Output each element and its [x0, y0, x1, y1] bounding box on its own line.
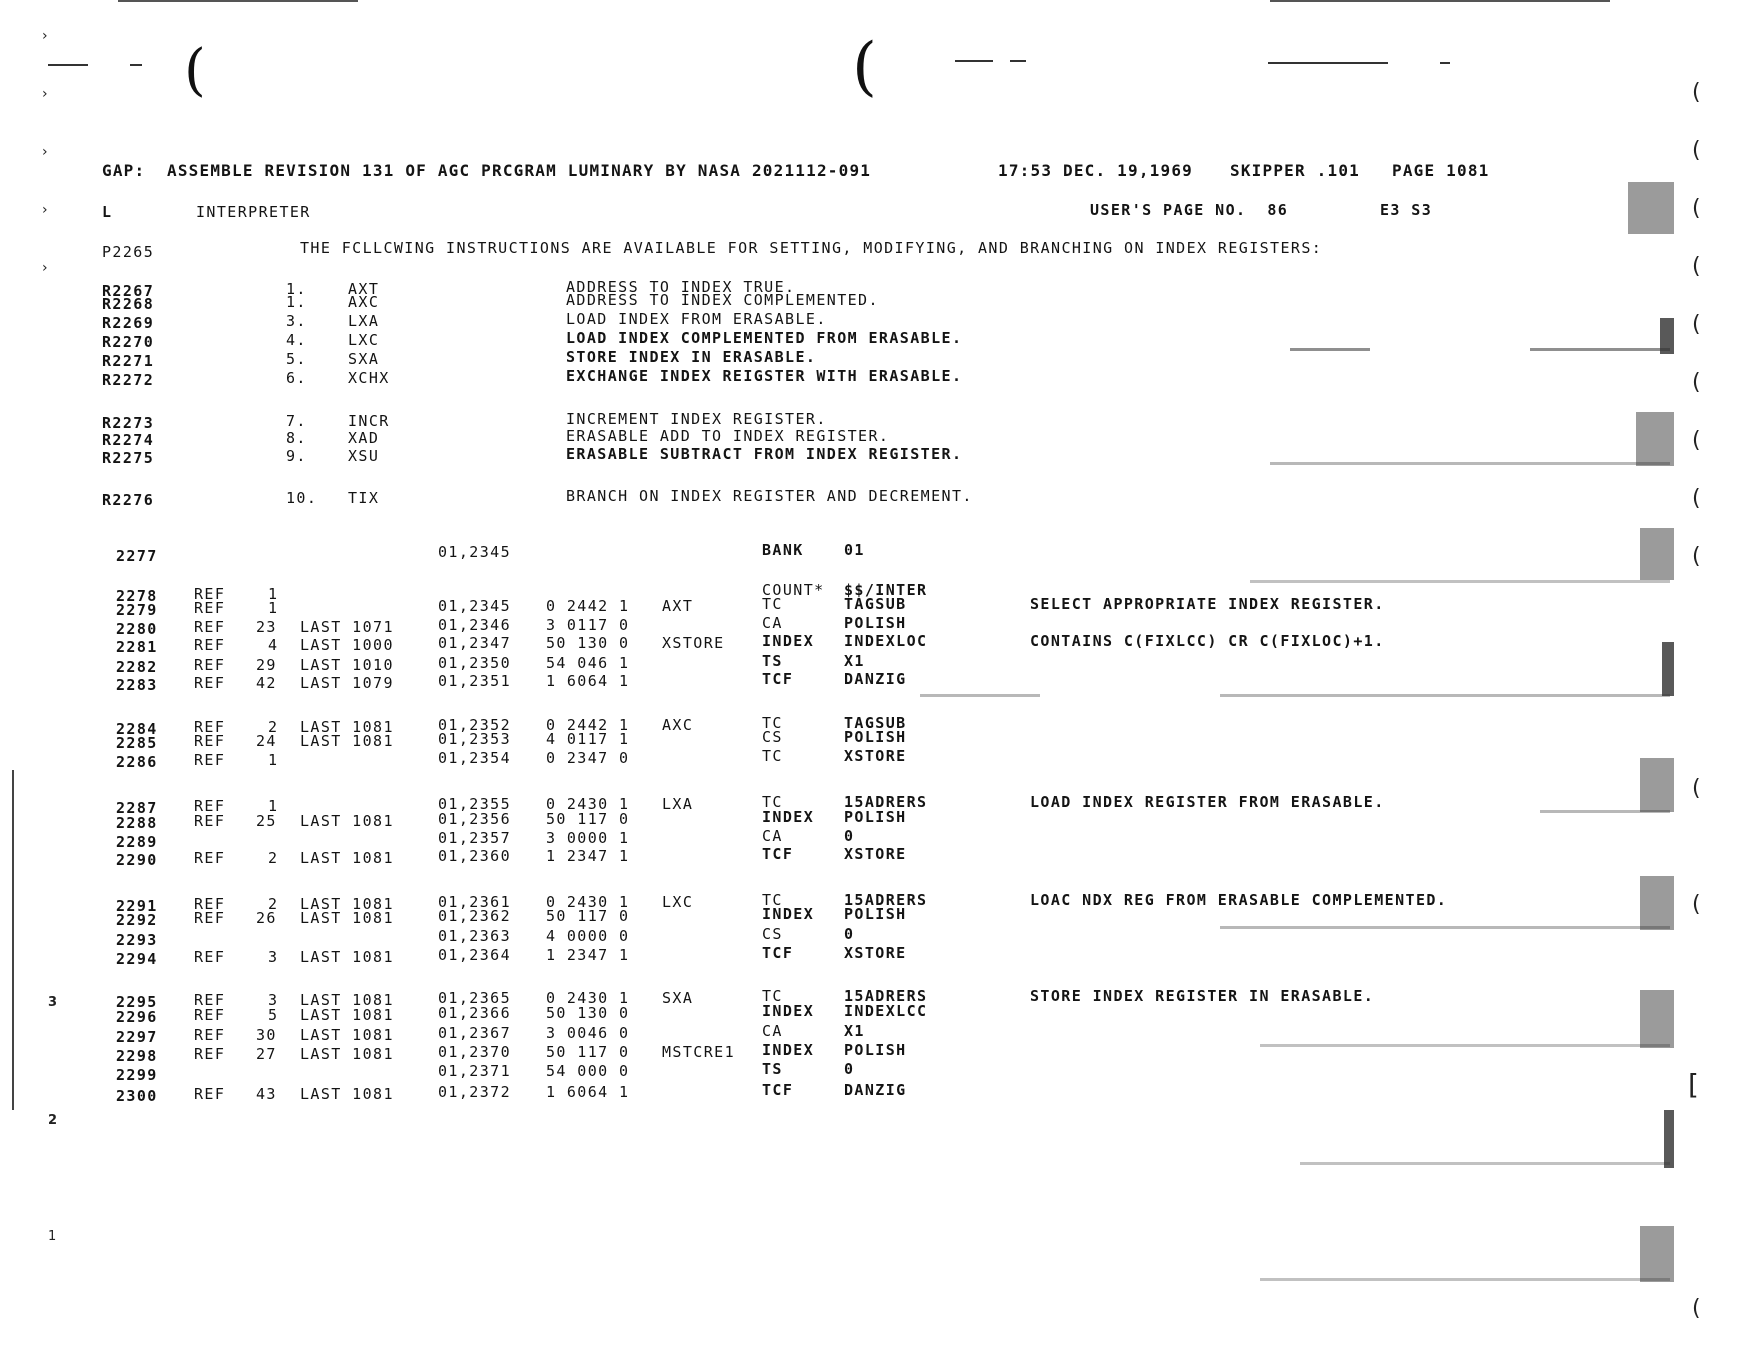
skipper-id: SKIPPER .101	[1230, 161, 1360, 180]
section-title: INTERPRETER	[196, 203, 311, 221]
code-operand: INDEXLOC	[844, 632, 928, 650]
code-operand: DANZIG	[844, 1081, 907, 1099]
code-operand: 15ADRERS	[844, 987, 928, 1005]
instruction-description: ERASABLE ADD TO INDEX REGISTER.	[566, 427, 890, 445]
instruction-id: R2268	[102, 295, 155, 313]
code-operand: XSTORE	[844, 747, 907, 765]
code-operand: XSTORE	[844, 845, 907, 863]
margin-bracket: (	[1692, 1296, 1702, 1321]
code-ref: REF	[194, 618, 226, 636]
code-operand: X1	[844, 1022, 865, 1040]
margin-bracket: (	[1692, 776, 1702, 801]
code-operand: $$/INTER	[844, 581, 928, 599]
margin-number: 1	[48, 1229, 58, 1244]
scan-dash	[1440, 62, 1450, 64]
scan-noise	[1640, 758, 1674, 812]
instruction-number: 6.	[286, 369, 307, 387]
code-opcode: COUNT*	[762, 581, 825, 599]
scan-dash	[130, 64, 142, 66]
code-word: 50 130 0	[546, 1004, 630, 1022]
code-line-number: 2294	[116, 950, 158, 968]
instruction-number: 3.	[286, 312, 307, 330]
code-word: 54 046 1	[546, 654, 630, 672]
code-address: 01,2364	[438, 946, 512, 964]
code-last-ref: LAST 1079	[300, 674, 394, 692]
code-comment: CONTAINS C(FIXLCC) CR C(FIXLOC)+1.	[1030, 632, 1385, 650]
margin-tick: ›	[42, 28, 49, 44]
code-opcode: TC	[762, 595, 783, 613]
code-last-ref: LAST 1081	[300, 895, 394, 913]
code-address: 01,2372	[438, 1083, 512, 1101]
code-ref-count: 1	[268, 599, 279, 617]
code-operand: 0	[844, 1060, 855, 1078]
code-opcode: TC	[762, 793, 783, 811]
top-rule-right	[1270, 0, 1610, 2]
code-operand: POLISH	[844, 728, 907, 746]
code-line-number: 2280	[116, 620, 158, 638]
code-ref-count: 1	[268, 585, 279, 603]
code-operand: 01	[844, 541, 865, 559]
code-ref-count: 27	[256, 1045, 277, 1063]
code-ref: REF	[194, 732, 226, 750]
margin-tick: ›	[42, 86, 49, 102]
code-address: 01,2354	[438, 749, 512, 767]
code-ref: REF	[194, 948, 226, 966]
code-last-ref: LAST 1081	[300, 991, 394, 1009]
scan-noise	[1640, 876, 1674, 930]
code-operand: TAGSUB	[844, 714, 907, 732]
code-opcode: TCF	[762, 944, 794, 962]
page-number: PAGE 1081	[1392, 161, 1490, 180]
scan-dash	[955, 60, 993, 62]
code-ref: REF	[194, 656, 226, 674]
user-page-number: USER'S PAGE NO. 86	[1090, 201, 1289, 219]
scan-noise	[920, 694, 1040, 697]
code-address: 01,2361	[438, 893, 512, 911]
code-line-number: 2293	[116, 931, 158, 949]
code-ref-count: 4	[268, 636, 279, 654]
instruction-id: R2276	[102, 491, 155, 509]
instruction-mnemonic: AXC	[348, 293, 380, 311]
code-last-ref: LAST 1081	[300, 732, 394, 750]
instruction-id: R2272	[102, 371, 155, 389]
code-opcode: INDEX	[762, 808, 815, 826]
margin-bracket: (	[1692, 892, 1702, 917]
code-opcode: CA	[762, 614, 783, 632]
intro-id: P2265	[102, 243, 155, 261]
program-title: GAP: ASSEMBLE REVISION 131 OF AGC PRCGRAM LUMINARY BY NASA 2021112-091	[102, 161, 872, 180]
code-ref: REF	[194, 718, 226, 736]
code-operand: INDEXLCC	[844, 1002, 928, 1020]
instruction-mnemonic: AXT	[348, 280, 380, 298]
code-operand: POLISH	[844, 905, 907, 923]
code-ref-count: 2	[268, 849, 279, 867]
code-line-number: 2282	[116, 658, 158, 676]
margin-bracket: (	[1692, 138, 1702, 163]
code-opcode: CA	[762, 1022, 783, 1040]
code-word: 3 0046 0	[546, 1024, 630, 1042]
code-operand: 15ADRERS	[844, 891, 928, 909]
subheader-mark: L	[102, 203, 113, 221]
margin-bracket: (	[1692, 486, 1702, 511]
scan-dash	[48, 64, 88, 66]
code-label: MSTCRE1	[662, 1043, 736, 1061]
code-line-number: 2295	[116, 993, 158, 1011]
code-opcode: TCF	[762, 1081, 794, 1099]
code-line-number: 2297	[116, 1028, 158, 1046]
code-ref: REF	[194, 909, 226, 927]
instruction-description: ADDRESS TO INDEX COMPLEMENTED.	[566, 291, 879, 309]
instruction-number: 1.	[286, 280, 307, 298]
code-address: 01,2345	[438, 597, 512, 615]
code-line-number: 2296	[116, 1008, 158, 1026]
instruction-number: 4.	[286, 331, 307, 349]
code-operand: X1	[844, 652, 865, 670]
instruction-mnemonic: TIX	[348, 489, 380, 507]
instruction-number: 5.	[286, 350, 307, 368]
scan-noise	[1260, 1278, 1670, 1281]
code-last-ref: LAST 1071	[300, 618, 394, 636]
code-address: 01,2355	[438, 795, 512, 813]
code-line-number: 2278	[116, 587, 158, 605]
instruction-mnemonic: LXA	[348, 312, 380, 330]
instruction-description: ERASABLE SUBTRACT FROM INDEX REGISTER.	[566, 445, 963, 463]
code-label: LXC	[662, 893, 694, 911]
code-last-ref: LAST 1081	[300, 1026, 394, 1044]
code-ref-count: 3	[268, 991, 279, 1009]
code-opcode: INDEX	[762, 1002, 815, 1020]
margin-bracket: (	[1692, 196, 1702, 221]
code-word: 0 2430 1	[546, 795, 630, 813]
code-word: 50 117 0	[546, 907, 630, 925]
code-opcode: BANK	[762, 541, 804, 559]
code-address: 01,2357	[438, 829, 512, 847]
code-last-ref: LAST 1000	[300, 636, 394, 654]
instruction-mnemonic: XSU	[348, 447, 380, 465]
code-line-number: 2281	[116, 638, 158, 656]
code-line-number: 2291	[116, 897, 158, 915]
code-opcode: TC	[762, 747, 783, 765]
code-word: 50 117 0	[546, 810, 630, 828]
code-line-number: 2290	[116, 851, 158, 869]
intro-text: THE FCLLCWING INSTRUCTIONS ARE AVAILABLE FOR SETTING, MODIFYING, AND BRANCHING ON INDEX REGISTERS:	[300, 239, 1323, 257]
scan-noise	[1640, 990, 1674, 1048]
code-ref-count: 1	[268, 751, 279, 769]
instruction-mnemonic: LXC	[348, 331, 380, 349]
margin-number: 3	[48, 995, 59, 1010]
code-address: 01,2363	[438, 927, 512, 945]
code-ref-count: 25	[256, 812, 277, 830]
code-line-number: 2284	[116, 720, 158, 738]
margin-number: 2	[48, 1113, 59, 1128]
code-word: 1 6064 1	[546, 672, 630, 690]
top-rule-left	[118, 0, 358, 2]
code-ref-count: 2	[268, 895, 279, 913]
code-ref-count: 5	[268, 1006, 279, 1024]
code-ref-count: 29	[256, 656, 277, 674]
code-line-number: 2277	[116, 547, 158, 565]
code-ref-count: 23	[256, 618, 277, 636]
code-word: 3 0000 1	[546, 829, 630, 847]
code-address: 01,2371	[438, 1062, 512, 1080]
scan-dash	[1010, 60, 1026, 62]
scan-noise	[1662, 642, 1674, 696]
code-word: 0 2442 1	[546, 597, 630, 615]
instruction-id: R2271	[102, 352, 155, 370]
code-line-number: 2292	[116, 911, 158, 929]
code-word: 1 2347 1	[546, 847, 630, 865]
margin-bracket: (	[1692, 80, 1702, 105]
scan-noise	[1636, 412, 1674, 466]
code-last-ref: LAST 1081	[300, 1045, 394, 1063]
scan-noise	[1628, 182, 1674, 234]
code-address: 01,2350	[438, 654, 512, 672]
instruction-id: R2270	[102, 333, 155, 351]
code-word: 3 0117 0	[546, 616, 630, 634]
code-last-ref: LAST 1081	[300, 812, 394, 830]
code-operand: POLISH	[844, 1041, 907, 1059]
instruction-id: R2275	[102, 449, 155, 467]
code-address: 01,2360	[438, 847, 512, 865]
binder-mark-center: (	[852, 30, 879, 104]
code-opcode: CS	[762, 728, 783, 746]
code-line-number: 2300	[116, 1087, 158, 1105]
margin-tick: ›	[42, 260, 49, 276]
code-label: XSTORE	[662, 634, 725, 652]
code-label: AXC	[662, 716, 694, 734]
scan-noise	[1640, 1226, 1674, 1282]
instruction-id: R2273	[102, 414, 155, 432]
timestamp: 17:53 DEC. 19,1969	[998, 161, 1193, 180]
margin-line	[12, 770, 14, 1110]
code-ref: REF	[194, 674, 226, 692]
code-operand: TAGSUB	[844, 595, 907, 613]
code-label: SXA	[662, 989, 694, 1007]
code-line-number: 2287	[116, 799, 158, 817]
instruction-mnemonic: XCHX	[348, 369, 390, 387]
code-address: 01,2356	[438, 810, 512, 828]
code-word: 54 000 0	[546, 1062, 630, 1080]
code-line-number: 2286	[116, 753, 158, 771]
code-ref-count: 2	[268, 718, 279, 736]
code-word: 50 130 0	[546, 634, 630, 652]
scan-noise	[1530, 348, 1670, 351]
code-operand: POLISH	[844, 808, 907, 826]
margin-tick: ›	[42, 144, 49, 160]
code-word: 50 117 0	[546, 1043, 630, 1061]
code-address: 01,2362	[438, 907, 512, 925]
code-opcode: CA	[762, 827, 783, 845]
code-last-ref: LAST 1081	[300, 718, 394, 736]
instruction-id: R2269	[102, 314, 155, 332]
code-ref: REF	[194, 585, 226, 603]
code-last-ref: LAST 1010	[300, 656, 394, 674]
code-address: 01,2367	[438, 1024, 512, 1042]
code-operand: DANZIG	[844, 670, 907, 688]
margin-bracket: [	[1688, 1068, 1701, 1101]
code-ref: REF	[194, 849, 226, 867]
code-address: 01,2347	[438, 634, 512, 652]
margin-bracket: (	[1692, 428, 1702, 453]
code-ref-count: 43	[256, 1085, 277, 1103]
code-operand: 15ADRERS	[844, 793, 928, 811]
code-ref-count: 1	[268, 797, 279, 815]
code-comment: LOAD INDEX REGISTER FROM ERASABLE.	[1030, 793, 1385, 811]
code-line-number: 2288	[116, 814, 158, 832]
instruction-number: 7.	[286, 412, 307, 430]
code-ref: REF	[194, 1026, 226, 1044]
code-ref: REF	[194, 895, 226, 913]
code-word: 1 6064 1	[546, 1083, 630, 1101]
bank-code: E3 S3	[1380, 201, 1433, 219]
code-ref: REF	[194, 797, 226, 815]
code-last-ref: LAST 1081	[300, 849, 394, 867]
code-ref: REF	[194, 991, 226, 1009]
margin-bracket: (	[1692, 370, 1702, 395]
code-word: 0 2347 0	[546, 749, 630, 767]
instruction-mnemonic: XAD	[348, 429, 380, 447]
instruction-mnemonic: SXA	[348, 350, 380, 368]
code-word: 1 2347 1	[546, 946, 630, 964]
code-operand: POLISH	[844, 614, 907, 632]
code-address: 01,2345	[438, 543, 512, 561]
instruction-description: STORE INDEX IN ERASABLE.	[566, 348, 817, 366]
code-opcode: TCF	[762, 670, 794, 688]
instruction-description: EXCHANGE INDEX REIGSTER WITH ERASABLE.	[566, 367, 963, 385]
margin-bracket: (	[1692, 544, 1702, 569]
instruction-id: R2274	[102, 431, 155, 449]
code-line-number: 2298	[116, 1047, 158, 1065]
margin-tick: ›	[42, 202, 49, 218]
instruction-description: LOAD INDEX COMPLEMENTED FROM ERASABLE.	[566, 329, 963, 347]
code-address: 01,2366	[438, 1004, 512, 1022]
code-ref-count: 26	[256, 909, 277, 927]
code-opcode: TS	[762, 1060, 783, 1078]
instruction-description: LOAD INDEX FROM ERASABLE.	[566, 310, 827, 328]
scan-noise	[1220, 926, 1670, 929]
code-operand: 0	[844, 827, 855, 845]
scan-noise	[1640, 528, 1674, 580]
code-operand: 0	[844, 925, 855, 943]
code-last-ref: LAST 1081	[300, 1006, 394, 1024]
code-ref: REF	[194, 1006, 226, 1024]
code-ref-count: 30	[256, 1026, 277, 1044]
instruction-id: R2267	[102, 282, 155, 300]
code-comment: SELECT APPROPRIATE INDEX REGISTER.	[1030, 595, 1385, 613]
code-address: 01,2351	[438, 672, 512, 690]
code-word: 4 0000 0	[546, 927, 630, 945]
scan-noise	[1270, 462, 1670, 465]
code-opcode: CS	[762, 925, 783, 943]
code-ref-count: 3	[268, 948, 279, 966]
code-address: 01,2352	[438, 716, 512, 734]
scan-noise	[1220, 694, 1670, 697]
instruction-description: ADDRESS TO INDEX TRUE.	[566, 278, 796, 296]
code-ref: REF	[194, 599, 226, 617]
code-opcode: TC	[762, 714, 783, 732]
code-opcode: INDEX	[762, 905, 815, 923]
code-ref: REF	[194, 751, 226, 769]
code-word: 0 2430 1	[546, 989, 630, 1007]
code-word: 0 2442 1	[546, 716, 630, 734]
scan-dash	[1268, 62, 1388, 64]
instruction-description: BRANCH ON INDEX REGISTER AND DECREMENT.	[566, 487, 973, 505]
code-address: 01,2370	[438, 1043, 512, 1061]
code-last-ref: LAST 1081	[300, 1085, 394, 1103]
code-operand: XSTORE	[844, 944, 907, 962]
code-line-number: 2285	[116, 734, 158, 752]
code-ref: REF	[194, 812, 226, 830]
code-address: 01,2353	[438, 730, 512, 748]
code-line-number: 2289	[116, 833, 158, 851]
instruction-number: 10.	[286, 489, 318, 507]
code-comment: STORE INDEX REGISTER IN ERASABLE.	[1030, 987, 1375, 1005]
instruction-number: 9.	[286, 447, 307, 465]
code-line-number: 2299	[116, 1066, 158, 1084]
code-label: LXA	[662, 795, 694, 813]
scan-noise	[1290, 348, 1370, 351]
code-ref-count: 42	[256, 674, 277, 692]
code-ref: REF	[194, 1085, 226, 1103]
binder-mark-left: (	[184, 38, 208, 103]
margin-bracket: (	[1692, 312, 1702, 337]
code-opcode: TCF	[762, 845, 794, 863]
code-label: AXT	[662, 597, 694, 615]
code-opcode: INDEX	[762, 1041, 815, 1059]
code-opcode: TC	[762, 891, 783, 909]
code-comment: LOAC NDX REG FROM ERASABLE COMPLEMENTED.	[1030, 891, 1448, 909]
code-address: 01,2346	[438, 616, 512, 634]
code-last-ref: LAST 1081	[300, 948, 394, 966]
margin-bracket: (	[1692, 254, 1702, 279]
code-line-number: 2279	[116, 601, 158, 619]
code-ref-count: 24	[256, 732, 277, 750]
scan-noise	[1250, 580, 1670, 583]
scan-noise	[1664, 1110, 1674, 1168]
code-address: 01,2365	[438, 989, 512, 1007]
code-ref: REF	[194, 636, 226, 654]
instruction-description: INCREMENT INDEX REGISTER.	[566, 410, 827, 428]
scan-noise	[1300, 1162, 1670, 1165]
code-line-number: 2283	[116, 676, 158, 694]
code-last-ref: LAST 1081	[300, 909, 394, 927]
instruction-number: 1.	[286, 293, 307, 311]
scan-noise	[1540, 810, 1670, 813]
instruction-number: 8.	[286, 429, 307, 447]
instruction-mnemonic: INCR	[348, 412, 390, 430]
code-word: 0 2430 1	[546, 893, 630, 911]
scan-noise	[1260, 1044, 1670, 1047]
code-ref: REF	[194, 1045, 226, 1063]
code-opcode: INDEX	[762, 632, 815, 650]
code-opcode: TC	[762, 987, 783, 1005]
code-word: 4 0117 1	[546, 730, 630, 748]
code-opcode: TS	[762, 652, 783, 670]
